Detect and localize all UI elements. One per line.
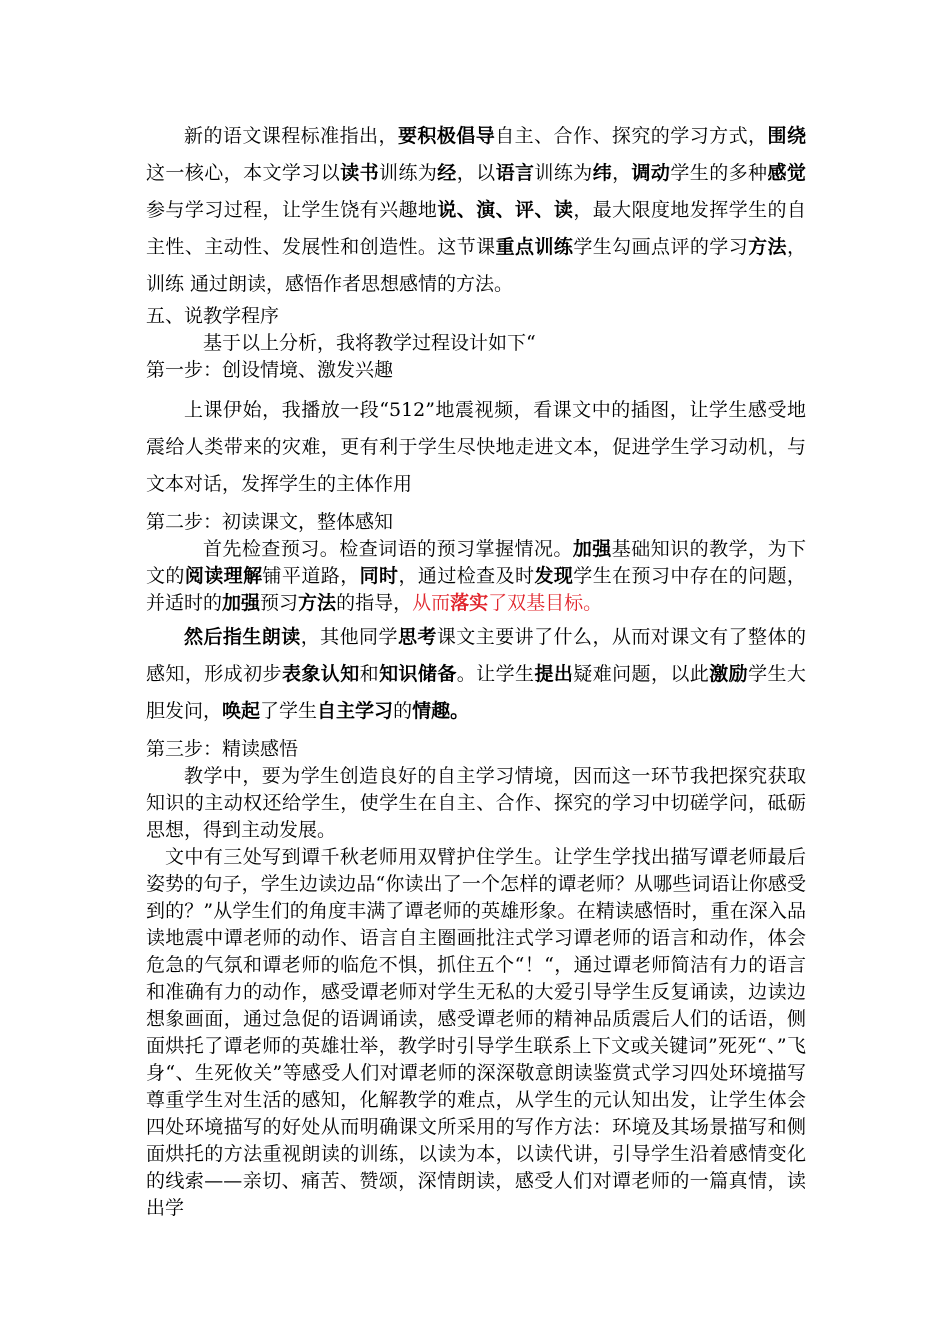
bold-run: 表象认知 xyxy=(281,663,360,685)
step3-paragraph-intro: 教学中，要为学生创造良好的自主学习情境，因而这一环节我把探究获取知识的主动权还给学生，使学生在自主、合作、探究的学习中切磋学问，砥砺思想，得到主动发展。 xyxy=(146,765,806,841)
text-run: 学生勾画点评的学习 xyxy=(573,236,749,258)
bold-run: 情趣。 xyxy=(412,700,470,722)
intro-paragraph: 基于以上分析，我将教学过程设计如下“ xyxy=(203,332,536,354)
bold-run: 加强 xyxy=(572,538,612,560)
document-body xyxy=(146,118,806,1222)
red-run: 从而 xyxy=(412,592,451,614)
paragraph-curriculum xyxy=(146,118,806,303)
step3-heading: 第三步：精读感悟 xyxy=(146,738,299,760)
red-run: 了双基目标。 xyxy=(488,592,603,614)
step1-paragraph: 上课伊始，我播放一段“512”地震视频，看课文中的插图，让学生感受地震给人类带来的灾难，更有利于学生尽快地走进文本，促进学生学习动机，与文本对话，发挥学生的主体作用 xyxy=(146,399,806,495)
bold-run: 发现 xyxy=(534,565,574,587)
bold-run: 然后指生朗读 xyxy=(184,626,301,648)
text-run: 训练为 xyxy=(379,162,438,184)
section-heading: 五、说教学程序 xyxy=(146,305,280,327)
bold-run: 纬 xyxy=(592,162,613,184)
text-run: 参与学习过程，让学生饶有兴趣地 xyxy=(146,199,438,221)
bold-run: 语言 xyxy=(495,162,535,184)
text-run: 。让学生 xyxy=(456,663,535,685)
bold-run: 思考 xyxy=(397,626,437,648)
bold-run: 调动 xyxy=(631,162,671,184)
bold-run: 经 xyxy=(437,162,457,184)
step2-paragraph-reading xyxy=(146,619,806,730)
bold-run: 唤起 xyxy=(222,700,261,722)
step2-heading: 第二步：初读课文，整体感知 xyxy=(146,511,394,533)
text-run: 了学生 xyxy=(260,700,318,722)
bold-run: 说、演、评、读 xyxy=(437,199,574,221)
bold-run: 方法 xyxy=(298,592,337,614)
bold-run: 重点训练 xyxy=(495,236,574,258)
bold-run: 加强 xyxy=(222,592,261,614)
text-run: 课文主要讲了什么，从而对课文有了整体的感知，形成初步 xyxy=(146,626,806,685)
text-run: ，训练 通过朗读，感悟作者思想感情的方法。 xyxy=(146,236,806,295)
text-run: 学生在预习中存在的问题，并适时的 xyxy=(146,565,806,614)
text-run: 学生的多种 xyxy=(670,162,768,184)
text-run: ， xyxy=(612,162,632,184)
bold-run: 提出 xyxy=(534,663,574,685)
text-run: 这一核心，本文学习以 xyxy=(146,162,341,184)
bold-run: 方法 xyxy=(748,236,787,258)
step1-heading: 第一步：创设情境、激发兴趣 xyxy=(146,359,394,381)
bold-run: 要积极倡导 xyxy=(397,125,496,147)
bold-run: 感觉 xyxy=(767,162,806,184)
text-run: ，其他同学 xyxy=(300,626,398,648)
step2-paragraph-preview xyxy=(146,536,806,617)
red-bold-run: 落实 xyxy=(450,592,489,614)
text-run: 铺平道路， xyxy=(262,565,360,587)
bold-run: 围绕 xyxy=(767,125,806,147)
text-run: 学生大胆发问， xyxy=(146,663,806,722)
bold-run: 知识储备 xyxy=(379,663,457,685)
text-run: 和 xyxy=(359,663,380,685)
bold-run: 同时 xyxy=(359,565,399,587)
bold-run: 阅读理解 xyxy=(184,565,263,587)
text-run: ，最大限度地发挥学生的自主性、主动性、发展性和创造性。这节课 xyxy=(146,199,806,258)
text-run: ，以 xyxy=(456,162,496,184)
text-run: 新的语文课程标准指出， xyxy=(184,125,398,147)
text-run: 训练为 xyxy=(534,162,593,184)
text-run: 基础知识的教学，为下文的 xyxy=(146,538,806,587)
text-run: 首先检查预习。检查词语的预习掌握情况。 xyxy=(203,538,573,560)
bold-run: 自主学习 xyxy=(317,700,394,722)
text-run: 的 xyxy=(393,700,413,722)
step3-paragraph-main: 文中有三处写到谭千秋老师用双臂护住学生。让学生学找出描写谭老师最后姿势的句子，学生边读边品“你读出了一个怎样的谭老师？从哪些词语让你感受到的？”从学生们的角度丰满了谭老师的英雄形象。在精读感悟时，重在深入品读地震中谭老师的动作、语言自主圈画批注式学习谭老师的语言和动作，体会危急的气氛和谭老师的临危不惧，抓住五个“！“，通过谭老师简洁有力的语言和准确有力的动作，感受谭老师对学生无私的大爱引导学生反复诵读，边读边想象画面，通过急促的语调诵读，感受谭老师的精神品质震后人们的话语，侧面烘托了谭老师的英雄壮举，教学时引导学生联系上下文或关键词”死死“、”飞身“、生死攸关”等感受人们对谭老师的深深敬意朗读鉴赏式学习四处环境描写尊重学生对生活的感知，化解教学的难点，从学生的元认知出发，让学生体会四处环境描写的好处从而明确课文所采用的写作方法：环境及其场景描写和侧面烘托的方法重视朗读的训练，以读为本，以读代讲，引导学生沿着感情变化的线索——亲切、痛苦、赞颂，深情朗读，感受人们对谭老师的一篇真情，读出学 xyxy=(146,846,806,1219)
text-run: 预习 xyxy=(260,592,299,614)
text-run: ，通过检查及时 xyxy=(398,565,535,587)
text-run: 疑难问题，以此 xyxy=(573,663,710,685)
text-run: 自主、合作、探究的学习方式， xyxy=(495,125,768,147)
text-run: 的指导， xyxy=(336,592,413,614)
bold-run: 激励 xyxy=(709,663,749,685)
bold-run: 读书 xyxy=(340,162,380,184)
